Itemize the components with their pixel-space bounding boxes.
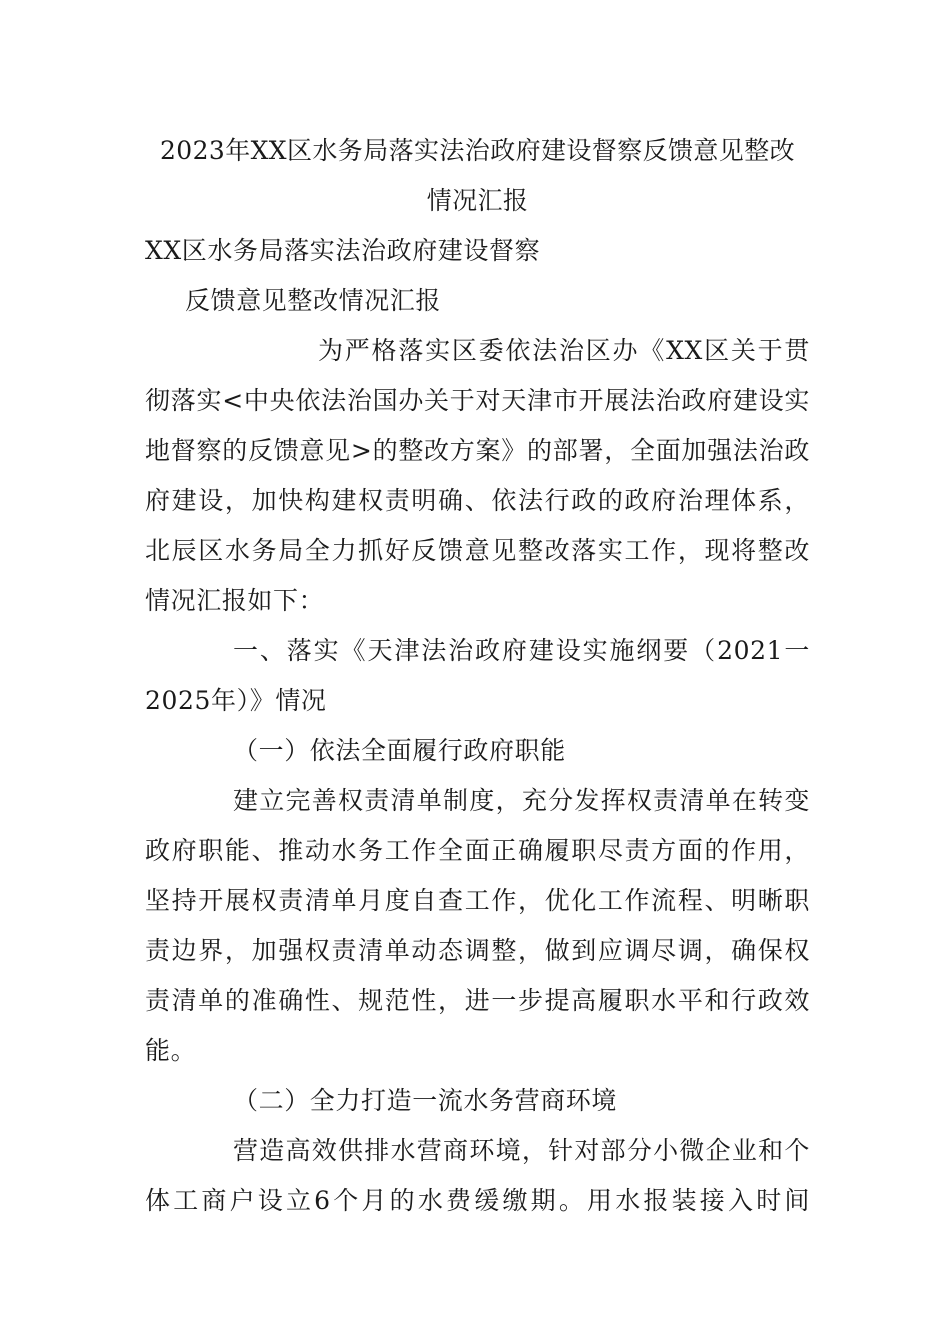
intro-paragraph-line: 为严格落实区委依法治区办《XX区关于贯: [318, 336, 810, 365]
subtitle-line-1: XX区水务局落实法治政府建设督察: [145, 236, 541, 265]
section-1-heading: 2025年）》情况: [145, 686, 327, 715]
subsection-1-body-line: 政府职能、推动水务工作全面正确履职尽责方面的作用，: [145, 836, 810, 865]
subsection-2-body-line: 体工商户设立6个月的水费缓缴期。用水报装接入时间: [145, 1186, 810, 1215]
subsection-1-body-line: 坚持开展权责清单月度自查工作，优化工作流程、明晰职: [145, 886, 810, 915]
subsection-1-heading: （一）依法全面履行政府职能: [233, 736, 566, 765]
section-1-heading: 一、落实《天津法治政府建设实施纲要（2021一: [233, 636, 810, 665]
intro-paragraph-line: 彻落实<中央依法治国办关于对天津市开展法治政府建设实: [145, 386, 810, 415]
intro-paragraph-line: 北辰区水务局全力抓好反馈意见整改落实工作，现将整改: [145, 536, 810, 565]
intro-paragraph-line: 情况汇报如下：: [145, 586, 325, 615]
subsection-1-body-line: 责清单的准确性、规范性，进一步提高履职水平和行政效: [145, 986, 810, 1015]
intro-paragraph-line: 地督察的反馈意见>的整改方案》的部署，全面加强法治政: [145, 436, 810, 465]
subsection-2-heading: （二）全力打造一流水务营商环境: [233, 1086, 618, 1115]
intro-paragraph-line: 府建设，加快构建权责明确、依法行政的政府治理体系，: [145, 486, 810, 515]
subsection-1-body-line: 建立完善权责清单制度，充分发挥权责清单在转变: [233, 786, 810, 815]
subsection-1-body-line: 能。: [145, 1036, 197, 1065]
subsection-2-body-line: 营造高效供排水营商环境，针对部分小微企业和个: [233, 1136, 810, 1165]
subsection-1-body-line: 责边界，加强权责清单动态调整，做到应调尽调，确保权: [145, 936, 810, 965]
document-title-line-1: 2023年XX区水务局落实法治政府建设督察反馈意见整改: [159, 136, 796, 165]
document-title-line-2: 情况汇报: [426, 186, 529, 215]
subtitle-line-2: 反馈意见整改情况汇报: [185, 286, 442, 315]
